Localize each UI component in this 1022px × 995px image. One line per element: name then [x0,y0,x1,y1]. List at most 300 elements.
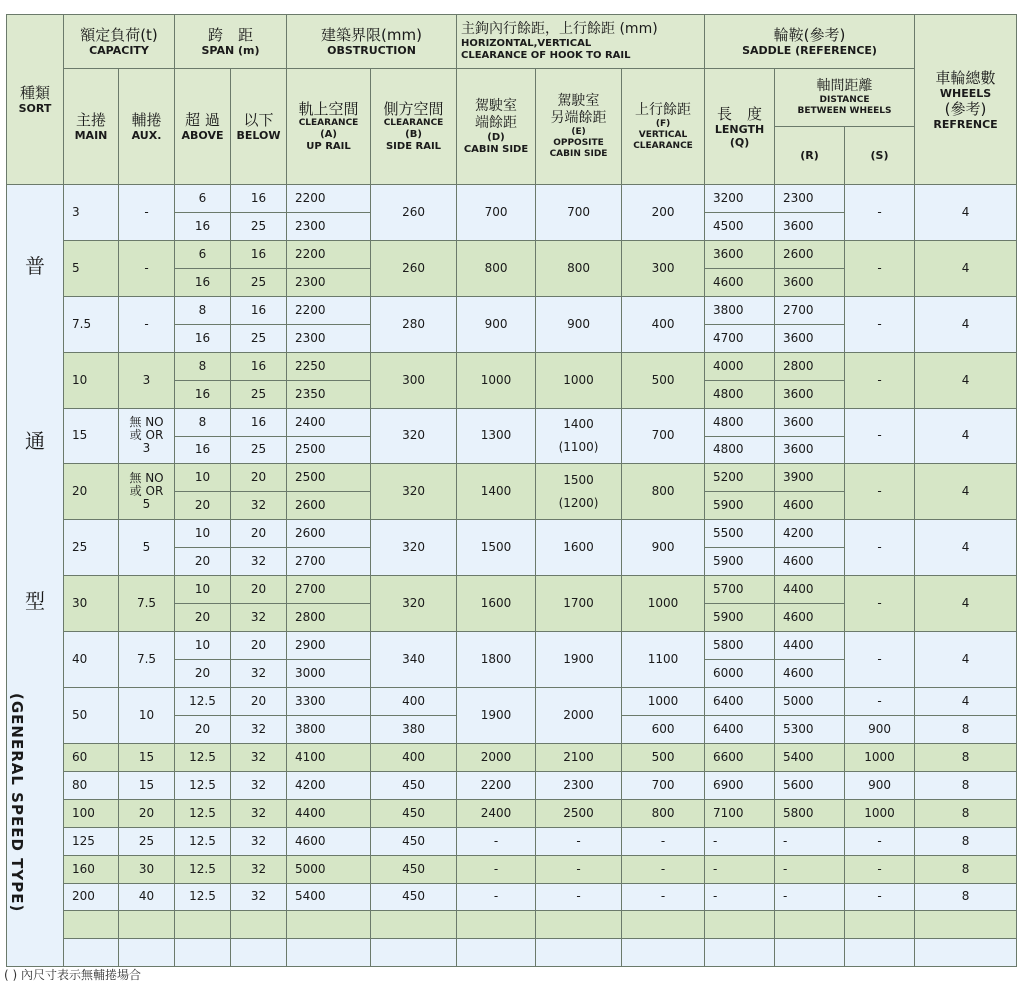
cell-e: 2300 [536,771,622,799]
cell-d: 2000 [457,744,536,772]
cell-r: 3600 [775,268,845,296]
cell-above: 12.5 [175,883,231,911]
cell-aux: 15 [119,771,175,799]
cell-below: 16 [231,296,287,324]
empty-cell [231,911,287,939]
cell-b: 380 [371,716,457,744]
cell-aux: 15 [119,744,175,772]
cell-f: - [622,827,705,855]
cell-q: 5900 [705,604,775,632]
cell-a: 3000 [287,660,371,688]
empty-cell [64,939,119,967]
cell-above: 20 [175,548,231,576]
cell-aux: 30 [119,855,175,883]
cell-q: 4000 [705,352,775,380]
header-side-rail: 側方空間 CLEARANCE (B) SIDE RAIL [371,69,457,185]
crane-spec-table [6,14,1017,967]
sort-char: 普 [25,254,45,278]
table-row [7,939,1017,967]
cell-below: 32 [231,492,287,520]
cell-r: 5000 [775,688,845,716]
aux-line: 或 OR [129,428,164,443]
cell-below: 32 [231,883,287,911]
cell-b: 320 [371,464,457,520]
aux-line: 或 OR [129,484,164,499]
cell-r: 3600 [775,436,845,464]
cell-e: - [536,855,622,883]
empty-cell [175,911,231,939]
cell-r: 3900 [775,464,845,492]
cell-d: - [457,883,536,911]
cell-below: 25 [231,324,287,352]
cell-below: 25 [231,436,287,464]
cell-r: 4600 [775,660,845,688]
cell-above: 10 [175,576,231,604]
cell-wheels: 4 [915,464,1017,520]
cell-wheels: 8 [915,799,1017,827]
cell-d: 1800 [457,632,536,688]
cell-d: 1400 [457,464,536,520]
cell-r: 3600 [775,380,845,408]
cell-aux: 3 [119,352,175,408]
cell-r: 3600 [775,408,845,436]
cell-r: 4400 [775,632,845,660]
cell-d: 1600 [457,576,536,632]
cell-main: 25 [64,520,119,576]
cell-wheels: 4 [915,185,1017,241]
cell-q: 6000 [705,660,775,688]
cell-aux: 20 [119,799,175,827]
cell-s: - [845,296,915,352]
aux-line: 無 NO [129,415,164,430]
cell-main: 125 [64,827,119,855]
cell-below: 32 [231,827,287,855]
cell-above: 20 [175,716,231,744]
empty-cell [457,939,536,967]
table-row [7,576,1017,604]
cell-aux: - [119,296,175,352]
cell-e-value: 1600 [563,540,594,555]
cell-a: 2250 [287,352,371,380]
cell-e: - [536,883,622,911]
empty-cell [705,939,775,967]
cell-wheels: 4 [915,240,1017,296]
cell-q: 5900 [705,548,775,576]
cell-b: 320 [371,576,457,632]
sort-char: 型 [25,589,45,613]
cell-q: - [705,855,775,883]
cell-r: - [775,855,845,883]
cell-wheels: 4 [915,520,1017,576]
cell-q: 4800 [705,436,775,464]
table-row [7,185,1017,213]
cell-above: 16 [175,212,231,240]
cell-a: 2350 [287,380,371,408]
table-row [7,632,1017,660]
cell-wheels: 8 [915,771,1017,799]
cell-s: - [845,576,915,632]
cell-below: 25 [231,212,287,240]
cell-above: 10 [175,520,231,548]
cell-f: 900 [622,520,705,576]
cell-d: 1300 [457,408,536,464]
cell-below: 32 [231,744,287,772]
empty-cell [175,939,231,967]
cell-above: 16 [175,436,231,464]
cell-a: 2500 [287,464,371,492]
cell-r: 4400 [775,576,845,604]
cell-f: - [622,855,705,883]
cell-below: 20 [231,632,287,660]
cell-q: 3800 [705,296,775,324]
cell-e-value: 800 [567,260,590,275]
cell-b: 400 [371,744,457,772]
table-row [7,240,1017,268]
table-row [7,296,1017,324]
cell-d: 700 [457,185,536,241]
cell-above: 12.5 [175,855,231,883]
cell-f: 800 [622,464,705,520]
cell-wheels: 4 [915,296,1017,352]
cell-d: 1900 [457,688,536,744]
cell-wheels: 4 [915,352,1017,408]
cell-aux: 10 [119,688,175,744]
cell-below: 16 [231,240,287,268]
cell-a: 3800 [287,716,371,744]
cell-b: 340 [371,632,457,688]
cell-s: - [845,827,915,855]
cell-q: 7100 [705,799,775,827]
cell-e-value: 900 [567,316,590,331]
cell-below: 32 [231,604,287,632]
cell-q: 3600 [705,240,775,268]
cell-below: 16 [231,352,287,380]
cell-above: 16 [175,268,231,296]
cell-s: 1000 [845,744,915,772]
cell-a: 2600 [287,520,371,548]
cell-b: 300 [371,352,457,408]
cell-q: 5800 [705,632,775,660]
cell-e [536,352,622,408]
cell-e-value: 1500 [563,472,594,487]
empty-cell [371,939,457,967]
cell-f: 600 [622,716,705,744]
cell-r: 2800 [775,352,845,380]
cell-aux: 25 [119,827,175,855]
cell-above: 12.5 [175,688,231,716]
cell-below: 20 [231,688,287,716]
cell-b: 320 [371,520,457,576]
cell-e [536,464,622,520]
cell-main: 10 [64,352,119,408]
cell-wheels: 4 [915,408,1017,464]
empty-cell [845,939,915,967]
cell-b: 450 [371,799,457,827]
cell-above: 10 [175,632,231,660]
cell-s: - [845,632,915,688]
cell-b: 450 [371,771,457,799]
cell-r: 4600 [775,548,845,576]
empty-cell [64,911,119,939]
table-row [7,408,1017,436]
cell-main: 60 [64,744,119,772]
cell-wheels: 8 [915,827,1017,855]
cell-main: 80 [64,771,119,799]
cell-main: 160 [64,855,119,883]
cell-d: - [457,827,536,855]
cell-above: 8 [175,352,231,380]
cell-a: 4200 [287,771,371,799]
cell-b: 280 [371,296,457,352]
cell-below: 16 [231,408,287,436]
cell-below: 16 [231,185,287,213]
cell-a: 2200 [287,185,371,213]
sort-en-label: (GENERAL SPEED TYPE) [8,693,26,913]
cell-a: 2600 [287,492,371,520]
header-below: 以下 BELOW [231,69,287,185]
cell-wheels: 4 [915,632,1017,688]
cell-aux: 5 [119,520,175,576]
footnote: ( ) 內尺寸表示無輔捲場合 [4,968,141,982]
cell-f: 500 [622,352,705,408]
header-obstruction: 建築界限(mm) OBSTRUCTION [287,15,457,69]
cell-r: 2300 [775,185,845,213]
cell-s: - [845,520,915,576]
cell-e-alt-value: (1100) [558,439,599,454]
cell-e-value: 1400 [563,416,594,431]
cell-e [536,185,622,241]
cell-a: 4600 [287,827,371,855]
cell-s: 900 [845,771,915,799]
cell-f: 1100 [622,632,705,688]
cell-s: - [845,408,915,464]
cell-aux: 7.5 [119,632,175,688]
cell-f: - [622,883,705,911]
cell-r: 4600 [775,492,845,520]
cell-aux: - [119,240,175,296]
cell-above: 20 [175,604,231,632]
empty-cell [915,911,1017,939]
cell-b: 400 [371,688,457,716]
cell-r: 5300 [775,716,845,744]
cell-q: - [705,883,775,911]
cell-e: 2100 [536,744,622,772]
empty-cell [287,939,371,967]
empty-cell [845,911,915,939]
cell-below: 20 [231,520,287,548]
cell-e: 2500 [536,799,622,827]
aux-line: 3 [142,441,151,456]
empty-cell [536,911,622,939]
cell-aux [119,464,175,520]
cell-a: 2300 [287,268,371,296]
header-capacity: 額定負荷(t) CAPACITY [64,15,175,69]
cell-a: 5400 [287,883,371,911]
cell-d: 900 [457,296,536,352]
cell-main: 40 [64,632,119,688]
cell-e [536,408,622,464]
cell-s: - [845,464,915,520]
cell-a: 2900 [287,632,371,660]
cell-e: - [536,827,622,855]
header-above: 超 過 ABOVE [175,69,231,185]
empty-cell [231,939,287,967]
cell-main: 15 [64,408,119,464]
cell-above: 6 [175,185,231,213]
cell-q: 6400 [705,688,775,716]
cell-s: - [845,688,915,716]
header-r: (R) [775,127,845,185]
cell-d: 2200 [457,771,536,799]
cell-below: 32 [231,771,287,799]
header-distance: 軸間距離 DISTANCE BETWEEN WHEELS [775,69,915,127]
cell-wheels: 8 [915,855,1017,883]
cell-above: 20 [175,492,231,520]
cell-a: 5000 [287,855,371,883]
cell-r: 4200 [775,520,845,548]
cell-q: 5900 [705,492,775,520]
table-row [7,855,1017,883]
header-vertical-clearance: 上行餘距 (F) VERTICAL CLEARANCE [622,69,705,185]
cell-a: 2800 [287,604,371,632]
cell-r: 2700 [775,296,845,324]
cell-b: 450 [371,855,457,883]
cell-f: 700 [622,408,705,464]
cell-main: 50 [64,688,119,744]
cell-s: - [845,883,915,911]
cell-wheels: 8 [915,716,1017,744]
table-row [7,464,1017,492]
cell-e-value: 1700 [563,596,594,611]
cell-aux [119,408,175,464]
cell-b: 450 [371,883,457,911]
cell-e [536,576,622,632]
cell-wheels: 8 [915,744,1017,772]
cell-e-value: 700 [567,204,590,219]
cell-e [536,240,622,296]
cell-above: 8 [175,296,231,324]
sort-char: 通 [25,429,45,453]
cell-e [536,520,622,576]
cell-aux: 40 [119,883,175,911]
cell-s: - [845,352,915,408]
cell-a: 2200 [287,296,371,324]
cell-f: 200 [622,185,705,241]
table-row [7,827,1017,855]
cell-f: 700 [622,771,705,799]
cell-s: - [845,240,915,296]
cell-wheels: 8 [915,883,1017,911]
cell-main: 100 [64,799,119,827]
cell-a: 2300 [287,324,371,352]
cell-q: 5700 [705,576,775,604]
cell-b: 450 [371,827,457,855]
empty-cell [371,911,457,939]
cell-d: 2400 [457,799,536,827]
cell-above: 16 [175,324,231,352]
cell-r: 5400 [775,744,845,772]
cell-a: 2700 [287,576,371,604]
cell-below: 25 [231,268,287,296]
cell-f: 400 [622,296,705,352]
cell-s: 1000 [845,799,915,827]
cell-q: 5200 [705,464,775,492]
cell-below: 32 [231,716,287,744]
table-row [7,744,1017,772]
cell-q: - [705,827,775,855]
cell-b: 260 [371,240,457,296]
header-saddle: 輪鞍(參考) SADDLE (REFERENCE) [705,15,915,69]
cell-below: 20 [231,576,287,604]
cell-f: 500 [622,744,705,772]
cell-f: 1000 [622,688,705,716]
cell-main: 3 [64,185,119,241]
cell-a: 3300 [287,688,371,716]
table-row [7,911,1017,939]
cell-s: - [845,855,915,883]
cell-wheels: 4 [915,576,1017,632]
cell-e-value: 1000 [563,372,594,387]
empty-cell [119,939,175,967]
empty-cell [622,939,705,967]
cell-a: 4400 [287,799,371,827]
cell-main: 5 [64,240,119,296]
empty-cell [287,911,371,939]
cell-e-alt-value: (1200) [558,495,599,510]
header-cabin-side: 駕駛室 端餘距 (D) CABIN SIDE [457,69,536,185]
cell-d: 1000 [457,352,536,408]
header-main: 主捲 MAIN [64,69,119,185]
cell-q: 4800 [705,380,775,408]
cell-below: 25 [231,380,287,408]
cell-above: 8 [175,408,231,436]
cell-r: 3600 [775,212,845,240]
cell-d: 800 [457,240,536,296]
empty-cell [705,911,775,939]
empty-cell [775,911,845,939]
cell-above: 12.5 [175,771,231,799]
cell-q: 4600 [705,268,775,296]
cell-above: 20 [175,660,231,688]
cell-q: 6400 [705,716,775,744]
cell-e: 2000 [536,688,622,744]
cell-above: 6 [175,240,231,268]
cell-d: 1500 [457,520,536,576]
cell-f: 800 [622,799,705,827]
cell-a: 2700 [287,548,371,576]
cell-f: 300 [622,240,705,296]
cell-main: 20 [64,464,119,520]
table-row [7,771,1017,799]
header-hook-clearance: 主鉤內行餘距，上行餘距 (mm) HORIZONTAL,VERTICAL CLEARANCE OF HOOK TO RAIL [457,15,705,69]
cell-r: 5600 [775,771,845,799]
table-row [7,883,1017,911]
cell-b: 260 [371,185,457,241]
header-up-rail: 軌上空間 CLEARANCE (A) UP RAIL [287,69,371,185]
cell-aux: 7.5 [119,576,175,632]
aux-line: 無 NO [129,471,164,486]
empty-cell [775,939,845,967]
cell-above: 10 [175,464,231,492]
header-s: (S) [845,127,915,185]
cell-b: 320 [371,408,457,464]
cell-below: 20 [231,464,287,492]
cell-f: 1000 [622,576,705,632]
cell-e-value: 1900 [563,652,594,667]
sort-label [7,185,64,967]
empty-cell [622,911,705,939]
cell-wheels: 4 [915,688,1017,716]
